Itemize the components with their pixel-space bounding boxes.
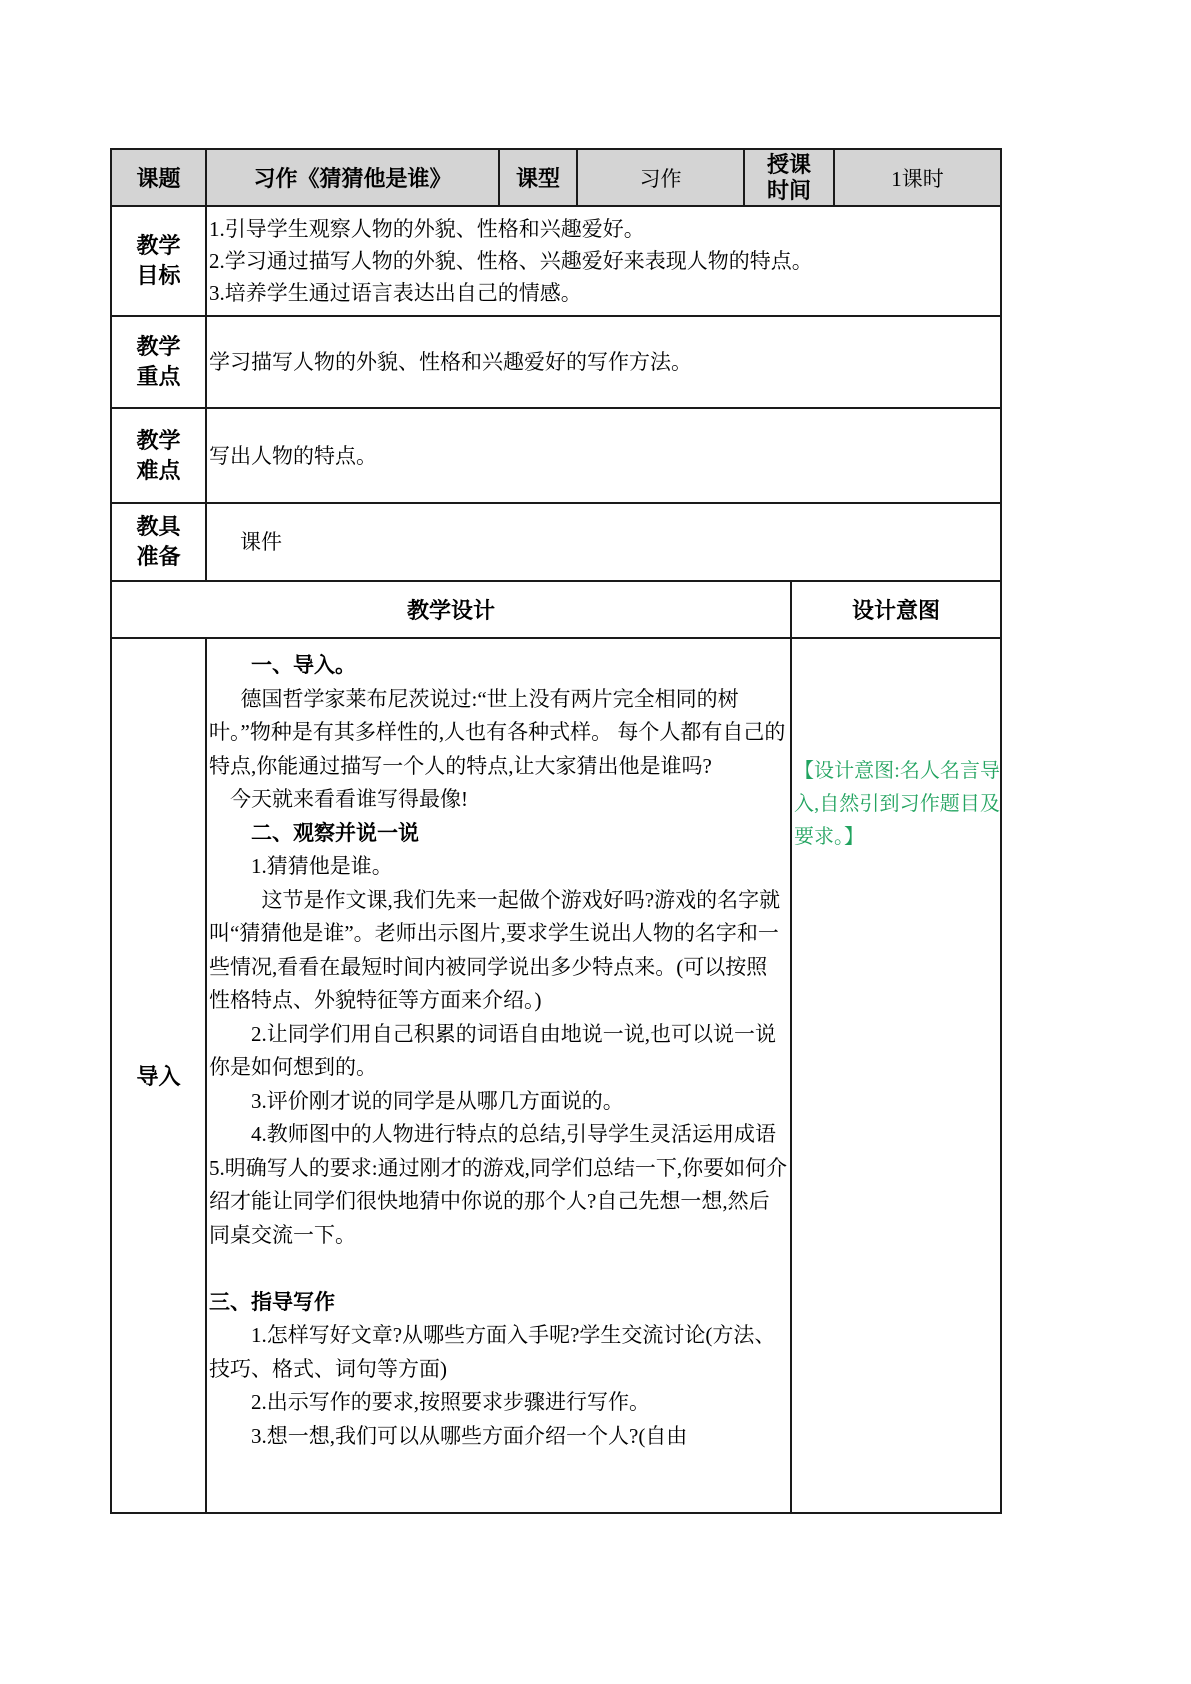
lesson-paragraph: 德国哲学家莱布尼茨说过:“世上没有两片完全相同的树叶。”物种是有其多样性的,人也有各种式样。 每个人都有自己的特点,你能通过描写一个人的特点,让大家猜出他是谁吗? [209, 686, 786, 778]
design-header-row [112, 582, 1000, 639]
difficulties-row [112, 409, 1000, 504]
lesson-paragraph: 5.明确写人的要求:通过刚才的游戏,同学们总结一下,你要如何介绍才能让同学们很快地猜中你说的那个人?自己先想一想,然后同桌交流一下。 [209, 1155, 788, 1247]
difficulties-label: 教学难点 [112, 409, 207, 502]
goal-line: 3.培养学生通过语言表达出自己的情感。 [209, 281, 582, 305]
teaching-goals-label: 教学目标 [112, 207, 207, 315]
class-time-label-cell: 授课时间 [745, 150, 835, 205]
course-type-value-cell: 习作 [578, 150, 745, 205]
lesson-plan-table [110, 148, 1002, 1514]
lesson-paragraph: 3.评价刚才说的同学是从哪几方面说的。 [251, 1088, 624, 1113]
lesson-paragraph: 今天就来看看谁写得最像! [230, 787, 468, 811]
materials-label: 教具准备 [112, 504, 207, 580]
materials-row [112, 504, 1000, 582]
lead-in-content [207, 639, 792, 1512]
goal-line: 1.引导学生观察人物的外貌、性格和兴趣爱好。 [209, 217, 645, 241]
lesson-paragraph: 三、指导写作 [209, 1289, 335, 1314]
key-points-row [112, 317, 1000, 409]
course-title-cell: 习作《猜猜他是谁》 [207, 150, 500, 205]
lesson-paragraph: 2.出示写作的要求,按照要求步骤进行写作。 [251, 1390, 650, 1414]
title-header-row [112, 150, 1000, 207]
lesson-paragraph: 3.想一想,我们可以从哪些方面介绍一个人?(自由 [251, 1423, 688, 1448]
lesson-paragraph: 1.怎样写好文章?从哪些方面入手呢?学生交流讨论(方法、技巧、格式、词句等方面) [209, 1323, 776, 1381]
lesson-paragraph: 一、导入。 [251, 653, 356, 677]
lead-in-row [112, 639, 1000, 1512]
teaching-goals-row [112, 207, 1000, 317]
lesson-paragraph: 二、观察并说一说 [251, 820, 419, 845]
course-label-cell: 课题 [112, 150, 207, 205]
difficulties-content: 写出人物的特点。 [209, 443, 377, 468]
intent-column-header: 设计意图 [851, 598, 940, 623]
lesson-paragraph: 这节是作文课,我们先来一起做个游戏好吗?游戏的名字就叫“猜猜他是谁”。老师出示图片,要求学生说出人物的名字和一些情况,看看在最短时间内被同学说出多少特点来。(可以按照性格特点、外貌特征等方面来介绍。) [209, 887, 781, 1012]
lesson-paragraph: 4.教师图中的人物进行特点的总结,引导学生灵活运用成语 [251, 1122, 776, 1146]
class-time-value-cell: 1课时 [891, 166, 944, 191]
design-column-header: 教学设计 [112, 582, 792, 637]
lesson-paragraph: 2.让同学们用自己积累的词语自由地说一说,也可以说一说你是如何想到的。 [209, 1021, 776, 1079]
materials-content: 课件 [240, 530, 282, 554]
key-points-content: 学习描写人物的外貌、性格和兴趣爱好的写作方法。 [209, 350, 692, 374]
design-intent-column [792, 639, 1000, 1512]
paragraph-spacer [209, 1252, 788, 1286]
lead-in-label: 导入 [112, 639, 207, 1512]
course-type-label-cell: 课型 [500, 150, 578, 205]
lesson-paragraph: 1.猜猜他是谁。 [251, 854, 393, 878]
design-intent-note: 【设计意图:名人名言导入,自然引到习作题目及要求。】 [794, 760, 1000, 848]
key-points-label: 教学重点 [112, 317, 207, 407]
teaching-goals-content [207, 207, 1000, 315]
goal-line: 2.学习通过描写人物的外貌、性格、兴趣爱好来表现人物的特点。 [209, 249, 813, 273]
